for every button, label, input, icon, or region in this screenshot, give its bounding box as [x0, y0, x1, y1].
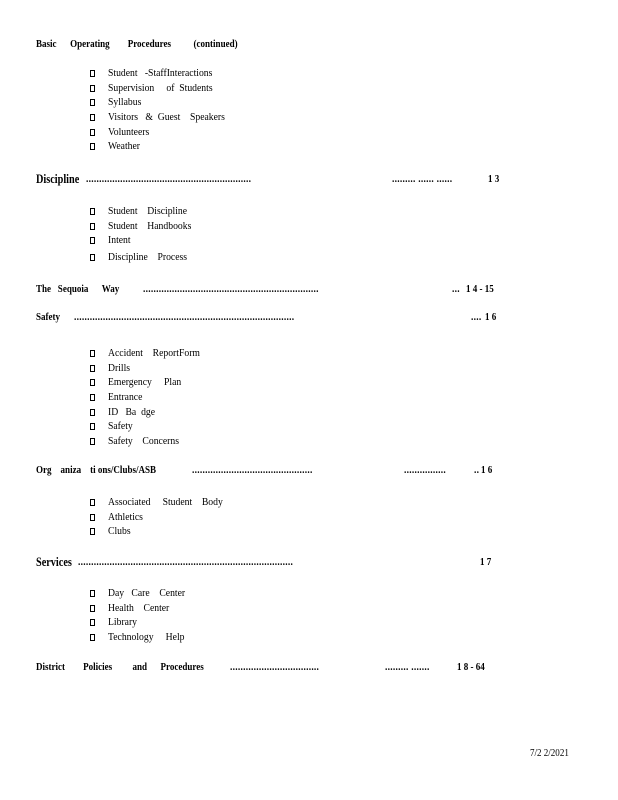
- list-item: Safety: [90, 419, 212, 434]
- section-title-discipline: Discipline: [36, 172, 80, 186]
- page-number-safety: 1 6: [485, 311, 497, 323]
- bullet-icon: [90, 365, 95, 372]
- toc-leader-dots: ...............................................................: [86, 173, 252, 185]
- bullet-icon: [90, 499, 95, 506]
- bullet-icon: [90, 85, 95, 92]
- toc-leader-dots: ......... ...... ......: [392, 173, 453, 185]
- list-item: Technology Help: [90, 630, 196, 645]
- page-number-discipline: 1 3: [488, 173, 500, 185]
- section-title-district-policies: District Policies and Procedures: [36, 661, 204, 673]
- list-item: Athletics: [90, 510, 238, 525]
- section-title-services: Services: [36, 555, 72, 569]
- bullet-icon: [90, 99, 95, 106]
- list-item: Library: [90, 615, 196, 630]
- toc-leader-dots: ..............................................: [192, 464, 313, 476]
- section-title-the-sequoia-way: The Sequoia Way: [36, 283, 120, 295]
- bullet-icon: [90, 423, 95, 430]
- list-item: Safety Concerns: [90, 434, 212, 449]
- toc-leader-dots: ...: [452, 283, 460, 295]
- bullet-icon: [90, 409, 95, 416]
- list-item: Intent: [90, 233, 203, 248]
- list-item: Drills: [90, 361, 212, 376]
- toc-leader-dots: ..: [474, 464, 480, 476]
- section-title-organizations-clubs-asb: Org aniza ti ons/Clubs/ASB: [36, 464, 157, 476]
- page-number-services: 1 7: [480, 556, 492, 568]
- safety-list: [90, 346, 212, 449]
- list-item: Day Care Center: [90, 586, 196, 601]
- list-item: Entrance: [90, 390, 212, 405]
- bullet-icon: [90, 114, 95, 121]
- section-title-safety: Safety: [36, 311, 61, 323]
- bullet-icon: [90, 223, 95, 230]
- toc-leader-dots: ..................................: [230, 661, 320, 673]
- footer-date: 7/2 2/2021: [530, 747, 569, 759]
- list-item: Student -StaffInteractions: [90, 66, 241, 81]
- bullet-icon: [90, 143, 95, 150]
- page-number-district-policies: 1 8 - 64: [457, 661, 485, 673]
- toc-leader-dots: ................: [404, 464, 446, 476]
- toc-leader-dots: ....................................................................................: [74, 311, 295, 323]
- bullet-icon: [90, 350, 95, 357]
- bullet-icon: [90, 438, 95, 445]
- organizations-list: [90, 495, 238, 539]
- list-item: Clubs: [90, 524, 238, 539]
- toc-leader-dots: ..................................................................................: [78, 556, 294, 568]
- list-item: Volunteers: [90, 125, 241, 140]
- bullet-icon: [90, 634, 95, 641]
- toc-leader-dots: ....: [471, 311, 482, 323]
- list-item: ID Ba dge: [90, 405, 212, 420]
- services-list: [90, 586, 196, 645]
- list-item: Discipline Process: [90, 250, 203, 265]
- bullet-icon: [90, 254, 95, 261]
- bullet-icon: [90, 208, 95, 215]
- bullet-icon: [90, 129, 95, 136]
- list-item: Associated Student Body: [90, 495, 238, 510]
- list-item: Health Center: [90, 601, 196, 616]
- bullet-icon: [90, 70, 95, 77]
- toc-leader-dots: ...................................................................: [143, 283, 319, 295]
- list-item: Syllabus: [90, 95, 241, 110]
- section-title-basic-operating-procedures: Basic Operating Procedures (continued): [36, 38, 238, 50]
- list-item: Student Discipline: [90, 204, 203, 219]
- list-item: Student Handbooks: [90, 219, 203, 234]
- list-item: Visitors & Guest Speakers: [90, 110, 241, 125]
- list-item: Supervision of Students: [90, 81, 241, 96]
- list-item: Weather: [90, 139, 241, 154]
- discipline-list: [90, 204, 203, 265]
- bullet-icon: [90, 514, 95, 521]
- bullet-icon: [90, 605, 95, 612]
- bullet-icon: [90, 379, 95, 386]
- bullet-icon: [90, 528, 95, 535]
- bullet-icon: [90, 619, 95, 626]
- list-item: Accident ReportForm: [90, 346, 212, 361]
- basic-procedures-list: [90, 66, 241, 154]
- page-number-sequoia-way: 1 4 - 15: [466, 283, 494, 295]
- page-number-organizations: 1 6: [481, 464, 493, 476]
- bullet-icon: [90, 590, 95, 597]
- list-item: Emergency Plan: [90, 375, 212, 390]
- toc-leader-dots: ......... .......: [385, 661, 430, 673]
- bullet-icon: [90, 394, 95, 401]
- bullet-icon: [90, 237, 95, 244]
